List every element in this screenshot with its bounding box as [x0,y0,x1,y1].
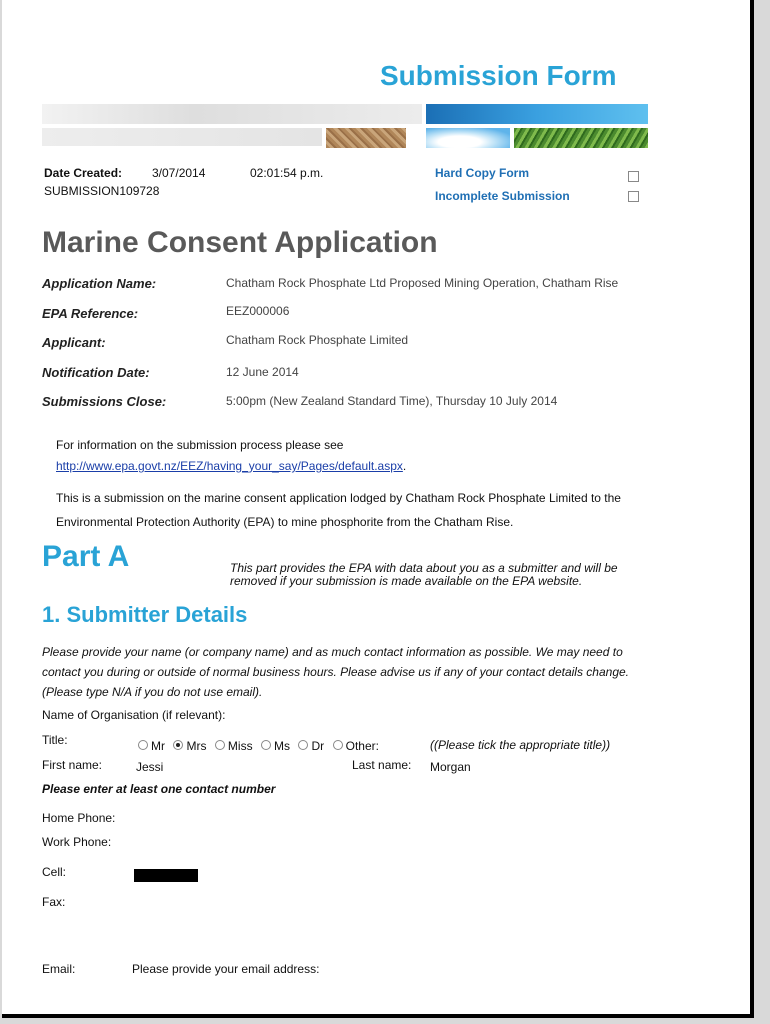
incomplete-label: Incomplete Submission [435,189,570,203]
cell-redaction [134,869,198,882]
application-name-label: Application Name: [42,276,157,291]
title-option-label: Dr [311,739,325,753]
organisation-label: Name of Organisation (if relevant): [42,708,226,722]
title-option-other[interactable] [333,737,383,754]
last-name-field[interactable]: Morgan [430,760,471,774]
part-a-note: This part provides the EPA with data about you as a submitter and will be removed if your submission is made available on the EPA website. [230,561,618,588]
title-option-miss[interactable] [215,737,257,754]
banner-leaf-image [514,128,648,148]
home-phone-label: Home Phone: [42,811,116,825]
first-name-label: First name: [42,758,103,772]
title-label: Title: [42,733,68,747]
date-created-label: Date Created: [44,166,123,180]
title-radio-group [138,737,383,755]
banner-sky-image [426,104,648,124]
title-option-ms[interactable] [261,737,294,754]
applicant-value: Chatham Rock Phosphate Limited [226,333,409,347]
submission-statement-line1: This is a submission on the marine consent application lodged by Chatham Rock Phosphate Limited to the [56,491,621,505]
submissions-close-label: Submissions Close: [42,394,167,409]
submissions-close-value: 5:00pm (New Zealand Standard Time), Thursday 10 July 2014 [226,394,558,408]
banner-cloud-image [426,128,510,148]
title-option-mr[interactable] [138,737,169,754]
title-hint: ((Please tick the appropriate title)) [430,738,611,752]
last-name-label: Last name: [352,758,412,772]
title-option-label: Ms [274,739,291,753]
form-title: Submission Form [380,60,617,91]
title-option-label: Miss [227,739,253,753]
radio-selected-icon [173,740,183,750]
submission-statement-line2: Environmental Protection Authority (EPA) to mine phosphorite from the Chatham Rise. [56,515,514,529]
radio-icon [298,740,308,750]
notification-date-label: Notification Date: [42,365,150,380]
banner-strip [42,128,322,146]
hard-copy-checkbox[interactable] [628,171,639,182]
first-name-field[interactable]: Jessi [136,760,164,774]
header-banner [42,104,648,148]
instructions-line2: contact you during or outside of normal business hours. Please advise us if any of your contact details change. [42,665,630,679]
application-heading: Marine Consent Application [42,226,438,259]
work-phone-label: Work Phone: [42,835,112,849]
epa-info-link[interactable]: http://www.epa.govt.nz/EEZ/having_your_say/Pages/default.aspx [56,459,403,473]
application-name-value: Chatham Rock Phosphate Ltd Proposed Mining Operation, Chatham Rise [226,276,619,290]
date-created-value: 3/07/2014 [152,166,206,180]
time-created-value: 02:01:54 p.m. [250,166,324,180]
email-label: Email: [42,962,76,976]
submission-id: SUBMISSION109728 [44,184,160,198]
contact-prompt: Please enter at least one contact number [42,782,276,796]
submitter-details-heading: 1. Submitter Details [42,602,248,627]
title-hint-text: (Please tick the appropriate title) [434,738,607,752]
cell-label: Cell: [42,865,67,879]
info-link-line [56,459,406,473]
title-option-label: Mrs [186,739,207,753]
link-suffix: . [402,459,407,473]
notification-date-value: 12 June 2014 [226,365,299,379]
title-option-label: Other: [345,739,379,753]
title-option-dr[interactable] [298,737,328,754]
radio-icon [261,740,271,750]
radio-icon [333,740,343,750]
part-a-heading: Part A [42,540,130,573]
epa-reference-label: EPA Reference: [42,306,139,321]
email-prompt: Please provide your email address: [132,962,320,976]
banner-sand-image [326,128,406,148]
info-text: For information on the submission process please see [56,438,344,452]
title-option-mrs[interactable] [173,737,210,754]
document-page [2,0,754,1018]
incomplete-checkbox[interactable] [628,191,639,202]
epa-reference-value: EEZ000006 [226,304,290,318]
radio-icon [215,740,225,750]
fax-label: Fax: [42,895,66,909]
hard-copy-label: Hard Copy Form [435,166,530,180]
applicant-label: Applicant: [42,335,106,350]
title-option-label: Mr [151,739,165,753]
banner-strip [42,104,422,124]
instructions-line3: (Please type N/A if you do not use email). [42,685,263,699]
radio-icon [138,740,148,750]
instructions-line1: Please provide your name (or company name) and as much contact information as possible. We may need to [42,645,623,659]
